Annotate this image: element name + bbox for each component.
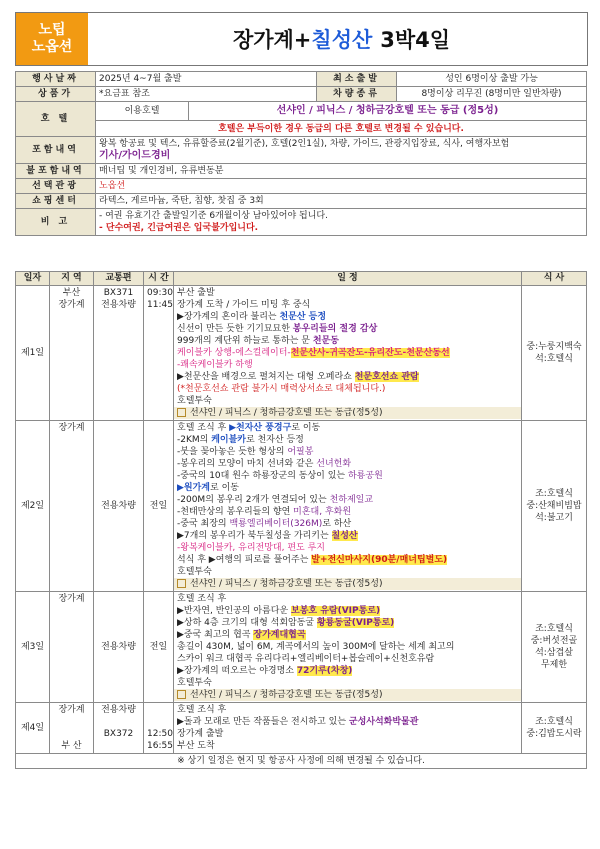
time: 16:55 xyxy=(147,741,173,751)
transport: 전용차량 xyxy=(101,300,136,310)
itinerary-line: 호텔투숙 xyxy=(177,567,212,577)
col-header-transport: 교통편 xyxy=(94,272,144,286)
vehicle-value: 8명이상 리무진 (8명미만 일반차량) xyxy=(397,87,587,102)
options-label: 선택관광 xyxy=(16,179,96,194)
no-tip-no-option-badge xyxy=(16,13,88,65)
meal: 조:호텔식 xyxy=(535,489,573,499)
itinerary-line: 장가계 도착 / 가이드 미팅 후 중식 xyxy=(177,300,311,310)
transport: 전용차량 xyxy=(94,592,144,703)
col-header-meals: 식 사 xyxy=(522,272,587,286)
hotel-label: 호 텔 xyxy=(16,102,96,137)
schedule-table xyxy=(15,271,587,769)
product-price-label: 상품가 xyxy=(16,87,96,102)
title-prefix: 장가계+ xyxy=(232,28,312,52)
options-value: 노옵션 xyxy=(96,179,587,194)
day-label: 제2일 xyxy=(16,421,50,592)
hotel-name: 선샤인 / 피닉스 / 청하금강호텔 또는 동급 (정5성) xyxy=(276,105,499,116)
col-header-date: 일자 xyxy=(16,272,50,286)
transport: 전용차량 xyxy=(94,421,144,592)
meal: 무제한 xyxy=(540,660,568,670)
hotel-bullet-icon xyxy=(177,579,186,588)
itinerary-highlight: 보봉호 유람(VIP통로) xyxy=(291,606,381,616)
hotel-bullet-icon xyxy=(177,690,186,699)
itinerary-text: 로 천자산 등정 xyxy=(245,435,304,445)
schedule-footnote: ※ 상기 일정은 현지 및 항공사 사정에 의해 변경될 수 있습니다. xyxy=(16,754,587,769)
itinerary-highlight: 미혼대, 후화원 xyxy=(293,507,352,517)
includes-label: 포함내역 xyxy=(16,137,96,164)
remarks-label: 비 고 xyxy=(16,209,96,236)
shopping-label: 쇼핑센터 xyxy=(16,194,96,209)
itinerary-highlight: 하룡공원 xyxy=(347,471,383,481)
meal: 석:삼겹살 xyxy=(535,648,573,658)
schedule-row-day3 xyxy=(16,592,587,703)
remark-passport-type: - 단수여권, 긴급여권은 입국불가입니다. xyxy=(99,223,259,233)
itinerary-text: -200M의 봉우리 2개가 연결되어 있는 xyxy=(177,495,330,505)
itinerary-highlight: ▶원가계 xyxy=(177,483,211,493)
itinerary-text: ▶장가계의 혼이라 불리는 xyxy=(177,312,280,322)
hotel-line: 선샤인 / 피닉스 / 청하금강호텔 또는 동급(정5성) xyxy=(190,408,383,418)
col-header-region: 지 역 xyxy=(50,272,94,286)
itinerary-highlight: 황룡동굴(VIP통로) xyxy=(316,618,395,628)
badge-line1: 노팁 xyxy=(38,22,66,38)
excludes-value: 매너팁 및 개인경비, 유류변동분 xyxy=(96,164,587,179)
time: 11:45 xyxy=(147,300,173,310)
itinerary-text: 케이블카 상행-에스컬레이터- xyxy=(177,348,291,358)
itinerary-line: -왕복케이블카, 유리전망대, 편도 루지 xyxy=(177,543,325,553)
itinerary-highlight: 천문산 등정 xyxy=(279,312,327,322)
itinerary-line: 부산 출발 xyxy=(177,288,215,298)
transport: 전용차량 xyxy=(101,705,136,715)
col-header-itinerary: 일 정 xyxy=(174,272,522,286)
itinerary-text: ▶중국 최고의 협곡 xyxy=(177,630,254,640)
region: 장가계 xyxy=(50,592,94,703)
region: 장가계 xyxy=(58,705,85,715)
title-suffix: 3박4일 xyxy=(380,28,451,52)
itinerary-highlight: 케이블카 xyxy=(211,435,246,445)
itinerary-line: 스카이 워크 대협곡 유리다리+엘리베이터+봅슬레이+신천호유람 xyxy=(177,654,435,664)
region: 부 산 xyxy=(61,741,82,751)
schedule-row-day4 xyxy=(16,703,587,754)
itinerary-line: 호텔 조식 후 xyxy=(177,705,227,715)
itinerary-note: (*천문호선쇼 관람 불가시 매력상서쇼로 대체됩니다.) xyxy=(177,384,386,394)
itinerary-highlight: 칠성산 xyxy=(331,531,358,541)
itinerary-highlight: 장가계대협곡 xyxy=(253,630,306,640)
min-people-value: 성인 6명이상 출발 가능 xyxy=(397,72,587,87)
itinerary-highlight: 봉우리들의 절경 감상 xyxy=(292,324,378,334)
itinerary-text: ▶7개의 봉우리가 북두칠성을 가리키는 xyxy=(177,531,332,541)
itinerary-text: ▶반자연, 반인공의 아름다운 xyxy=(177,606,291,616)
meal: 조:호텔식 xyxy=(535,624,573,634)
hotel-line: 선샤인 / 피닉스 / 청하금강호텔 또는 동급(정5성) xyxy=(190,579,383,589)
header-box xyxy=(15,12,588,66)
itinerary-highlight: 천문동 xyxy=(312,336,339,346)
region: 장가계 xyxy=(58,300,85,310)
itinerary-highlight: 발+전신마사지(90분/매너팁별도) xyxy=(311,555,448,565)
itinerary-text: 999개의 계단위 하늘로 통하는 문 xyxy=(177,336,313,346)
product-price-value: *요금표 참조 xyxy=(96,87,317,102)
itinerary-highlight: 천하제일교 xyxy=(329,495,374,505)
itinerary-text: 로 이동 xyxy=(291,423,321,433)
itinerary-highlight: 천문산사-귀곡잔도-유리잔도-천문산동선 xyxy=(290,348,450,358)
shopping-value: 라텍스, 게르마늄, 죽탄, 침향, 찻집 중 3회 xyxy=(96,194,587,209)
time: 전일 xyxy=(144,421,174,592)
schedule-row-day2 xyxy=(16,421,587,592)
itinerary-text: 로 이동 xyxy=(210,483,239,493)
hotel-note: 호텔은 부득이한 경우 동급의 다른 호텔로 변경될 수 있습니다. xyxy=(96,121,587,137)
meal: 석:불고기 xyxy=(535,513,573,523)
itinerary-highlight: 72기루(차창) xyxy=(296,666,353,676)
itinerary-text: -중국의 10대 원수 하룡장군의 동상이 있는 xyxy=(177,471,348,481)
meal: 조:호텔식 xyxy=(535,717,573,727)
itinerary-text: 신선이 만든 듯한 기기묘묘한 xyxy=(177,324,293,334)
col-header-time: 시 간 xyxy=(144,272,174,286)
itinerary-text: -봉우리의 모양이 마치 선녀와 같은 xyxy=(177,459,317,469)
itinerary-highlight: 선녀헌화 xyxy=(316,459,352,469)
itinerary-highlight: 백룡엘리베이터(326M) xyxy=(229,519,323,529)
region: 장가계 xyxy=(50,421,94,592)
itinerary-text: -중국 최장의 xyxy=(177,519,230,529)
meal: 중:누룽지백숙 xyxy=(526,342,582,352)
itinerary-text: -2KM의 xyxy=(177,435,212,445)
hotel-line: 선샤인 / 피닉스 / 청하금강호텔 또는 동급(정5성) xyxy=(190,690,383,700)
itinerary-text: ▶상하 4층 크기의 대형 석회암동굴 xyxy=(177,618,317,628)
title-highlight: 칠성산 xyxy=(311,28,373,52)
remark-passport-validity: - 여권 유효기간 출발일기준 6개월이상 남아있어야 됩니다. xyxy=(99,211,328,221)
schedule-row-day1 xyxy=(16,286,587,421)
itinerary-line: 호텔투숙 xyxy=(177,678,212,688)
includes-value: 왕복 항공료 및 텍스, 유류할증료(2월기준), 호텔(2인1실), 차량, 가이드, 관광지입장료, 식사, 여행자보험 xyxy=(99,139,510,149)
itinerary-highlight: 군성사석화박물관 xyxy=(348,717,419,727)
page-title xyxy=(96,13,587,65)
itinerary-highlight: 천문호선쇼 관람 xyxy=(354,372,419,382)
itinerary-line: -쾌속케이블카 하행 xyxy=(177,360,253,370)
travel-date-value: 2025년 4~7월 출발 xyxy=(96,72,317,87)
meal: 석:호텔식 xyxy=(535,354,573,364)
hotel-bullet-icon xyxy=(177,408,186,417)
flight-number: BX372 xyxy=(103,729,134,739)
itinerary-highlight: 어필봉 xyxy=(287,447,314,457)
itinerary-text: 호텔 조식 후 xyxy=(177,423,230,433)
vehicle-label: 차량종류 xyxy=(317,87,397,102)
min-people-label: 최소출발 xyxy=(317,72,397,87)
itinerary-text: ▶천문산을 배경으로 펼쳐지는 대형 오페라쇼 xyxy=(177,372,355,382)
includes-tip: 기사/가이드경비 xyxy=(99,150,171,161)
info-table xyxy=(15,71,587,236)
itinerary-line: 호텔 조식 후 xyxy=(177,594,227,604)
itinerary-line: 총길이 430M, 넓이 6M, 계곡에서의 높이 300M에 달하는 세계 최고의 xyxy=(177,642,455,652)
itinerary-text: 로 하산 xyxy=(322,519,352,529)
day-label: 제4일 xyxy=(16,703,50,754)
badge-line2: 노옵션 xyxy=(31,39,73,55)
itinerary-text: 석식 후 ▶여행의 피로를 풀어주는 xyxy=(177,555,312,565)
itinerary-text: ▶돌과 모래로 만든 작품들은 전시하고 있는 xyxy=(177,717,349,727)
excludes-label: 불포함내역 xyxy=(16,164,96,179)
meal: 중:산채비빔밥 xyxy=(526,501,582,511)
itinerary-text: -붓을 꽂아놓은 듯한 형상의 xyxy=(177,447,288,457)
itinerary-line: 호텔투숙 xyxy=(177,396,212,406)
hotel-type-label: 이용호텔 xyxy=(96,102,189,120)
time: 12:50 xyxy=(147,729,173,739)
itinerary-highlight: ▶천자산 풍경구 xyxy=(229,423,292,433)
time: 전일 xyxy=(144,592,174,703)
itinerary-line: 부산 도착 xyxy=(177,741,215,751)
time: 09:30 xyxy=(147,288,173,298)
region: 부산 xyxy=(62,288,81,298)
meal: 중:김밥도시락 xyxy=(526,729,582,739)
itinerary-text: ▶장가계의 떠오르는 야경명소 xyxy=(177,666,297,676)
itinerary-line: 장가계 출발 xyxy=(177,729,224,739)
travel-date-label: 행사날짜 xyxy=(16,72,96,87)
day-label: 제1일 xyxy=(16,286,50,421)
itinerary-text: -천태만상의 봉우리들의 향연 xyxy=(177,507,294,517)
day-label: 제3일 xyxy=(16,592,50,703)
flight-number: BX371 xyxy=(103,288,134,298)
meal: 중:버섯전골 xyxy=(530,636,578,646)
